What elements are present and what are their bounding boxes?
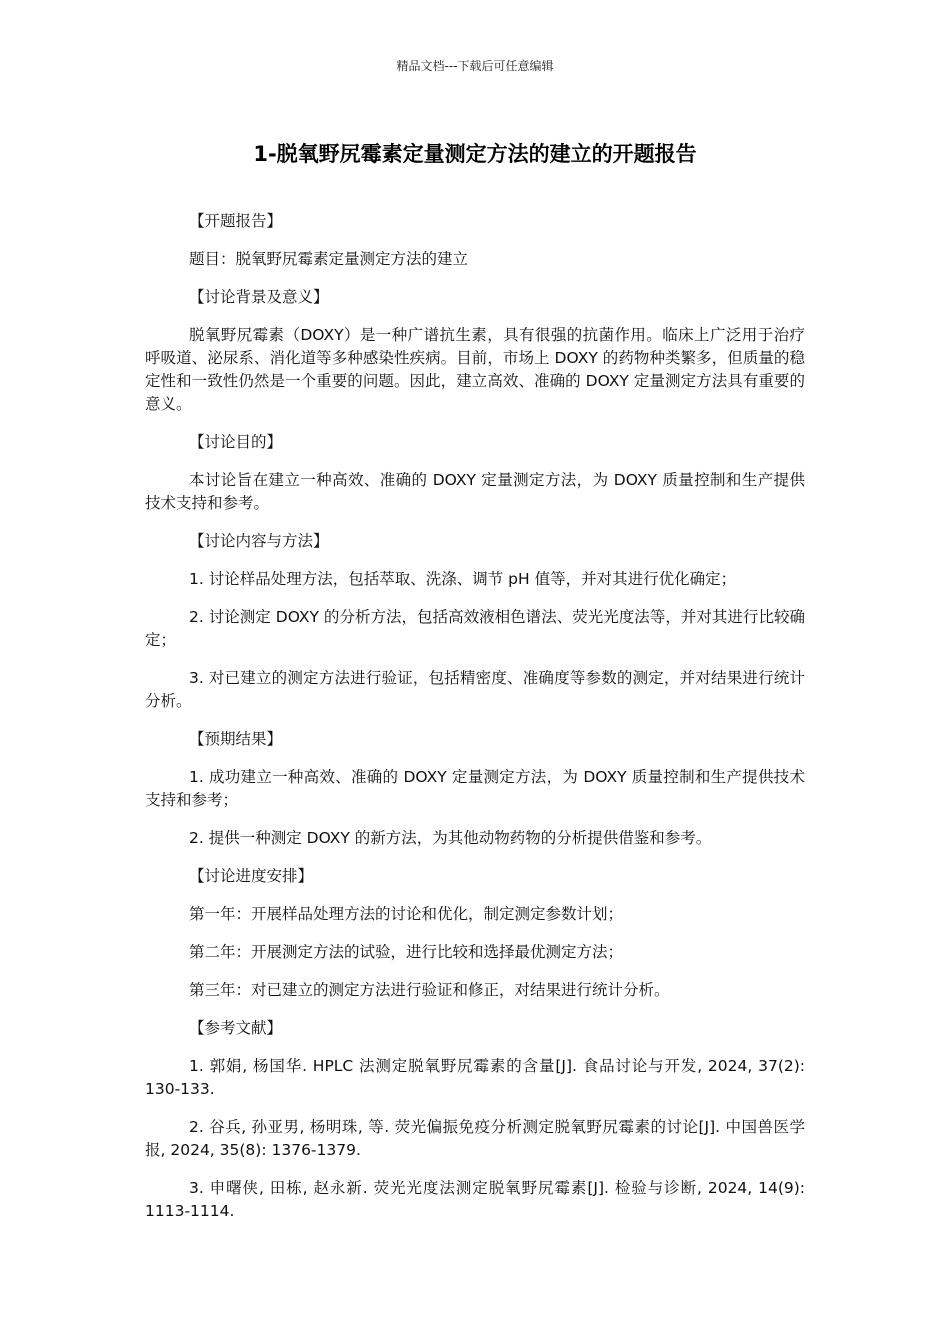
section-heading-methods: 【讨论内容与方法】	[189, 532, 329, 550]
purpose-paragraph: 本讨论旨在建立一种高效、准确的 DOXY 定量测定方法，为 DOXY 质量控制和生产提供技术支持和参考。	[145, 471, 805, 512]
schedule-year-3: 第三年：对已建立的测定方法进行验证和修正，对结果进行统计分析。	[189, 981, 670, 999]
background-paragraph: 脱氧野尻霉素（DOXY）是一种广谱抗生素，具有很强的抗菌作用。临床上广泛用于治疗呼吸道、泌尿系、消化道等多种感染性疾病。目前，市场上 DOXY 的药物种类繁多，但质量的稳定性和一致性仍然是一个重要的问题。因此，建立高效、准确的 DOXY 定量测定方法具有重要的意义。	[145, 326, 805, 413]
schedule-year-2: 第二年：开展测定方法的试验，进行比较和选择最优测定方法；	[189, 943, 624, 961]
expected-item-1: 1. 成功建立一种高效、准确的 DOXY 定量测定方法，为 DOXY 质量控制和生产提供技术支持和参考；	[145, 768, 805, 809]
page-header: 精品文档---下载后可任意编辑	[396, 59, 554, 73]
document-title: 1-脱氧野尻霉素定量测定方法的建立的开题报告	[253, 142, 697, 166]
section-heading-expected: 【预期结果】	[189, 730, 283, 748]
section-heading-background: 【讨论背景及意义】	[189, 288, 329, 306]
topic-line: 题目：脱氧野尻霉素定量测定方法的建立	[189, 250, 469, 268]
document-body	[145, 210, 805, 1238]
methods-item-2: 2. 讨论测定 DOXY 的分析方法，包括高效液相色谱法、荧光光度法等，并对其进行比较确定；	[145, 608, 805, 649]
methods-item-3: 3. 对已建立的测定方法进行验证，包括精密度、准确度等参数的测定，并对结果进行统计分析。	[145, 669, 805, 710]
expected-item-2: 2. 提供一种测定 DOXY 的新方法，为其他动物药物的分析提供借鉴和参考。	[189, 829, 712, 847]
methods-item-1: 1. 讨论样品处理方法，包括萃取、洗涤、调节 pH 值等，并对其进行优化确定；	[189, 570, 737, 588]
reference-3: 3. 申曙侠, 田栋, 赵永新. 荧光光度法测定脱氧野尻霉素[J]. 检验与诊断, 2024, 14(9): 1113-1114.	[145, 1179, 805, 1220]
section-heading-schedule: 【讨论进度安排】	[189, 867, 314, 885]
section-heading-report: 【开题报告】	[189, 212, 283, 230]
reference-2: 2. 谷兵, 孙亚男, 杨明珠, 等. 荧光偏振免疫分析测定脱氧野尻霉素的讨论[J]. 中国兽医学报, 2024, 35(8): 1376-1379.	[145, 1118, 805, 1159]
reference-1: 1. 郭娟, 杨国华. HPLC 法测定脱氧野尻霉素的含量[J]. 食品讨论与开发, 2024, 37(2): 130-133.	[145, 1057, 805, 1098]
section-heading-purpose: 【讨论目的】	[189, 433, 283, 451]
section-heading-references: 【参考文献】	[189, 1019, 283, 1037]
schedule-year-1: 第一年：开展样品处理方法的讨论和优化，制定测定参数计划；	[189, 905, 624, 923]
